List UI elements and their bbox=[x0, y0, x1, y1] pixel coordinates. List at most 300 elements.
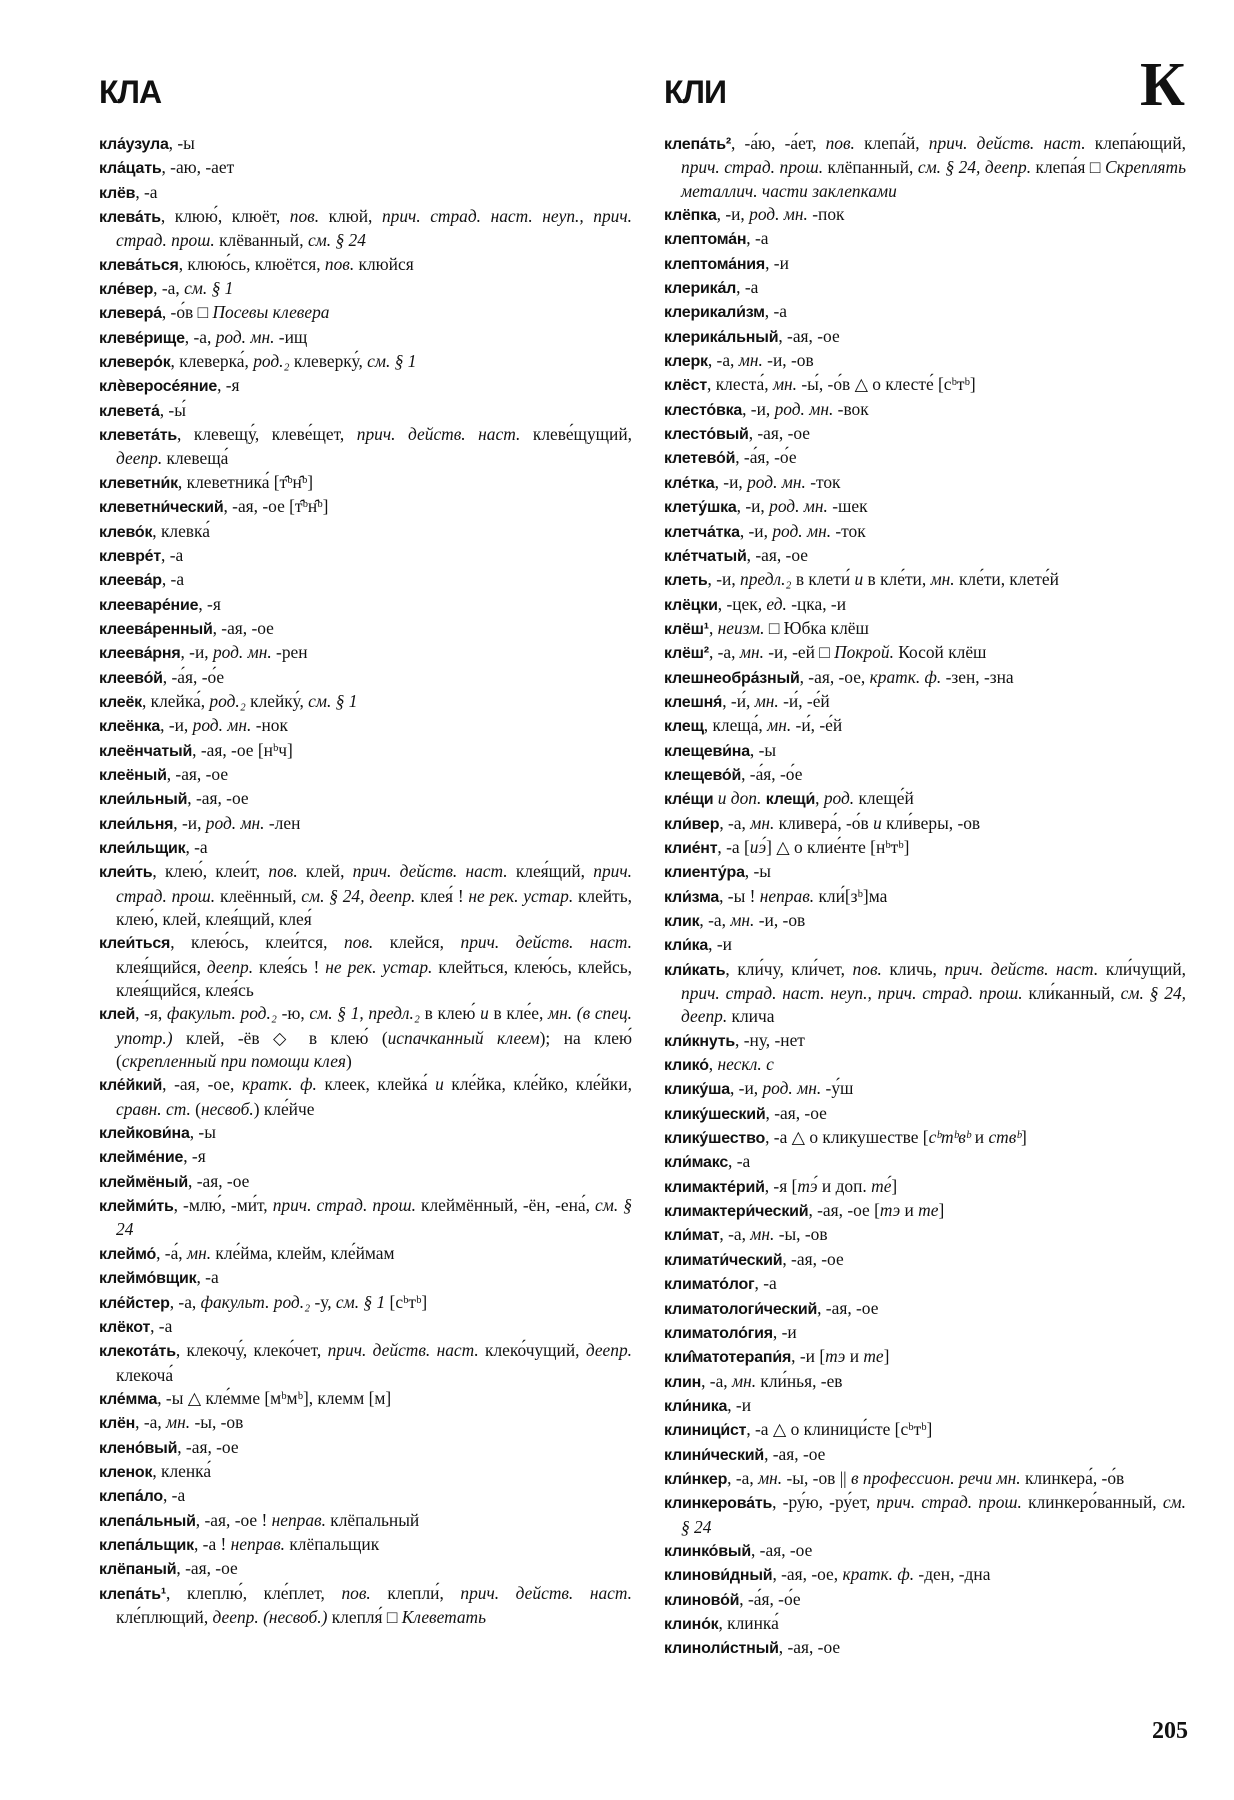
entry-text: , -ая, -ое bbox=[746, 544, 808, 565]
entry-text: -зен, -зна bbox=[941, 666, 1014, 687]
headword: клетево́й bbox=[664, 450, 736, 468]
headword: клён bbox=[99, 1415, 136, 1433]
running-head-left: КЛА bbox=[99, 74, 162, 110]
entry-text: , -а bbox=[754, 1273, 777, 1294]
dictionary-entry bbox=[664, 471, 1186, 495]
headword: клешнеобра́зный bbox=[664, 669, 800, 687]
entry-text: кличь, bbox=[881, 958, 945, 979]
dictionary-entry bbox=[99, 1411, 632, 1435]
dictionary-entry bbox=[99, 205, 632, 253]
headword: клеева́р bbox=[99, 572, 162, 590]
headword: клику́шеский bbox=[664, 1105, 766, 1123]
dictionary-entry bbox=[664, 763, 1186, 787]
entry-text: -нок bbox=[251, 715, 288, 736]
entry-text: -ы, -ов || bbox=[782, 1467, 852, 1488]
dictionary-entry bbox=[664, 422, 1186, 446]
grammar-note: род. мн. bbox=[762, 1078, 822, 1099]
entry-text: , -и, bbox=[707, 569, 741, 590]
headword: климати́ческий bbox=[664, 1251, 783, 1269]
dictionary-entry bbox=[99, 301, 632, 325]
grammar-note: прич. страд. наст. неуп., прич. страд. прош. bbox=[681, 983, 1023, 1004]
grammar-note: прич. действ. наст. bbox=[327, 1340, 479, 1361]
grammar-note: неправ. bbox=[271, 1509, 326, 1530]
grammar-note: неизм. bbox=[717, 617, 765, 638]
headword: кле́щи bbox=[664, 791, 714, 809]
dictionary-entry bbox=[664, 1199, 1186, 1223]
entry-text: кле́йка, кле́йко, кле́йки, bbox=[443, 1074, 633, 1095]
headword: клепа́льщик bbox=[99, 1536, 194, 1554]
dictionary-entry bbox=[664, 252, 1186, 276]
dictionary-entry bbox=[664, 1175, 1186, 1199]
headword: клещи́ bbox=[765, 791, 816, 809]
dictionary-entry bbox=[99, 617, 632, 641]
dictionary-entry bbox=[99, 423, 632, 471]
entry-text: , -ая, -ое, bbox=[162, 1074, 242, 1095]
headword: кленок bbox=[99, 1463, 153, 1481]
entry-text: клепа́й, bbox=[854, 133, 929, 153]
grammar-note: см. § 24, деепр. bbox=[917, 157, 1032, 178]
dictionary-entry bbox=[99, 1557, 632, 1581]
grammar-note: мн. bbox=[730, 910, 755, 930]
headword: клерика́л bbox=[664, 280, 737, 298]
entry-text: клеверку́, bbox=[289, 351, 368, 372]
entry-text: , -и [ bbox=[791, 1346, 826, 1367]
entry-text: кле́ти, клете́й bbox=[954, 569, 1059, 590]
grammar-note: см. § 1, предл.₂ bbox=[309, 1003, 420, 1024]
grammar-note: прич. страд. наст. неуп., прич. страд. прош. bbox=[116, 206, 632, 251]
headword: кли́нкер bbox=[664, 1470, 728, 1488]
entry-text: -лен bbox=[264, 812, 301, 833]
dictionary-entry bbox=[664, 860, 1186, 884]
entry-text: -пок bbox=[807, 204, 845, 225]
headword: клеймо́вщик bbox=[99, 1270, 197, 1288]
dictionary-entry bbox=[664, 495, 1186, 519]
dictionary-entry bbox=[664, 300, 1186, 324]
entry-text: , -ы bbox=[168, 133, 195, 153]
dictionary-entry bbox=[99, 132, 632, 156]
grammar-note: пов. bbox=[324, 253, 355, 274]
dictionary-entry bbox=[664, 203, 1186, 227]
dictionary-entry bbox=[664, 1248, 1186, 1272]
grammar-note: см. § 24 bbox=[307, 230, 366, 251]
entry-text: , -и, bbox=[173, 812, 206, 833]
entry-text: клинкера́, -о́в bbox=[1020, 1467, 1125, 1488]
entry-text: , -ы́ bbox=[159, 399, 186, 420]
entry-text: , bbox=[708, 617, 718, 638]
grammar-note: мн. bbox=[750, 1224, 775, 1245]
dictionary-entry bbox=[664, 325, 1186, 349]
entry-text: кли́нья, -ев bbox=[756, 1370, 843, 1391]
dictionary-entry bbox=[99, 471, 632, 495]
dictionary-entry bbox=[99, 1266, 632, 1290]
entry-text: клюйся bbox=[354, 253, 414, 274]
grammar-note: кратк. ф. bbox=[241, 1074, 317, 1095]
dictionary-entry bbox=[99, 1242, 632, 1266]
entry-text: , -и bbox=[727, 1394, 752, 1415]
dictionary-entry bbox=[664, 1539, 1186, 1563]
dictionary-entry bbox=[99, 1194, 632, 1242]
grammar-note: мн. bbox=[739, 642, 764, 663]
grammar-note: не рек. устар. bbox=[325, 956, 433, 977]
entry-text: , клеплю́, кле́плет, bbox=[166, 1582, 342, 1603]
dictionary-entry bbox=[664, 1321, 1186, 1345]
grammar-note: кратк. ф. bbox=[869, 666, 942, 687]
grammar-note: не рек. устар. bbox=[468, 885, 574, 906]
dictionary-entry bbox=[99, 277, 632, 301]
grammar-note: род.₂ bbox=[209, 690, 246, 711]
headword: климатологи́ческий bbox=[664, 1300, 818, 1318]
entry-text: , -и, bbox=[716, 204, 750, 225]
entry-text: , клевещу́, клеве́щет, bbox=[176, 424, 357, 445]
grammar-note: род. мн. bbox=[205, 812, 265, 833]
entry-text: -ы, -ов bbox=[190, 1412, 244, 1433]
dictionary-entry bbox=[664, 1418, 1186, 1442]
dictionary-entry bbox=[99, 763, 632, 787]
headword: кли́зма bbox=[664, 888, 720, 906]
dictionary-entry bbox=[99, 350, 632, 374]
headword: климакте́рий bbox=[664, 1178, 765, 1196]
entry-text: , -ы bbox=[744, 861, 771, 882]
dictionary-entry bbox=[664, 373, 1186, 397]
entry-text: , -а [ bbox=[717, 836, 750, 857]
dictionary-entry bbox=[664, 1150, 1186, 1174]
entry-text: -у́ш bbox=[821, 1078, 854, 1099]
entry-text: , -а, bbox=[727, 1467, 759, 1488]
entry-text: , -ая, -ое, bbox=[799, 666, 870, 687]
entry-text: , -млю́, -ми́т, bbox=[173, 1195, 273, 1216]
entry-text: , кли́чу, кли́чет, bbox=[725, 958, 853, 979]
dictionary-entry bbox=[99, 690, 632, 714]
dictionary-entry bbox=[664, 568, 1186, 592]
dictionary-entry bbox=[664, 1443, 1186, 1467]
entry-text: , -ая, -ое bbox=[782, 1248, 844, 1269]
entry-text: , -ая, -ое [т̑ᵇн̑ᵇ] bbox=[223, 496, 329, 517]
headword: клеветни́ческий bbox=[99, 499, 224, 517]
headword: клесто́вый bbox=[664, 426, 749, 444]
headword: клерикали́зм bbox=[664, 304, 765, 322]
dictionary-entry bbox=[99, 1387, 632, 1411]
entry-text: клевеща́ bbox=[162, 448, 229, 469]
headword: клевре́т bbox=[99, 547, 161, 565]
entry-text: клёпальщик bbox=[285, 1533, 380, 1554]
headword: клеверо́к bbox=[99, 354, 171, 372]
headword: клиници́ст bbox=[664, 1422, 747, 1440]
headword: клеть bbox=[664, 572, 708, 590]
dictionary-entry bbox=[664, 1102, 1186, 1126]
headword: кле́йкий bbox=[99, 1077, 163, 1095]
entry-text: и bbox=[900, 1200, 919, 1221]
entry-text: , клею́, клеи́т, bbox=[152, 861, 269, 882]
entry-text: , -ая, -ое bbox=[176, 1558, 238, 1579]
entry-text: , -а́я, -о́е bbox=[735, 447, 797, 468]
entry-text: , -я bbox=[198, 593, 221, 614]
entry-text: , -и, bbox=[180, 642, 213, 663]
entry-text: ] bbox=[938, 1200, 945, 1221]
grammar-note: мн. bbox=[758, 1467, 783, 1488]
entry-text: , клеста́, bbox=[707, 374, 773, 395]
entry-text: , -ая, -ое bbox=[212, 617, 274, 638]
grammar-note: пов. bbox=[343, 932, 374, 953]
dictionary-entry bbox=[664, 1126, 1186, 1150]
headword: клерк bbox=[664, 353, 708, 371]
entry-text: ) bbox=[346, 1051, 352, 1072]
headword: кли́кнуть bbox=[664, 1032, 736, 1050]
headword: клиенту́ра bbox=[664, 864, 745, 882]
headword: клепа́льный bbox=[99, 1512, 196, 1530]
entry-text: клеек, клейка́ bbox=[316, 1074, 436, 1095]
headword: клинкерова́ть bbox=[664, 1495, 773, 1513]
entry-text: , клеверка́, bbox=[170, 351, 254, 372]
dictionary-entry bbox=[664, 812, 1186, 836]
entry-text: , -ая, -ое bbox=[188, 1170, 250, 1191]
headword: клин bbox=[664, 1373, 702, 1391]
entry-text: , -ая, -ое bbox=[187, 788, 249, 809]
grammar-note: и bbox=[435, 1074, 444, 1095]
entry-text: клекоча́ bbox=[116, 1364, 174, 1385]
grammar-note: род. мн. bbox=[774, 398, 834, 419]
dictionary-entry bbox=[99, 641, 632, 665]
headword: клеве́рище bbox=[99, 329, 185, 347]
entry-text: клей, -ёв ◇ в клею́ ( bbox=[172, 1027, 388, 1048]
entry-text: в кле́ти, bbox=[863, 569, 931, 590]
grammar-note: тэ bbox=[879, 1200, 901, 1221]
headword: климактери́ческий bbox=[664, 1203, 809, 1221]
entry-text: □ Юбка клёш bbox=[764, 617, 869, 638]
entry-text: ] △ о клие́нте [нᵇтᵇ] bbox=[766, 836, 910, 857]
grammar-note: Посевы клевера bbox=[212, 302, 330, 323]
dictionary-entry bbox=[99, 253, 632, 277]
entry-text: , кленка́ bbox=[152, 1460, 212, 1481]
headword: клёв bbox=[99, 184, 136, 202]
entry-text: , -а, bbox=[719, 1224, 751, 1245]
headword: кли́вер bbox=[664, 815, 720, 833]
grammar-note: ед. bbox=[766, 593, 787, 614]
entry-text: -у, bbox=[310, 1291, 336, 1312]
entry-text: , -а, bbox=[719, 812, 751, 833]
entry-text: , клею́сь, клеи́тся, bbox=[170, 932, 344, 953]
entry-text: ( bbox=[190, 1098, 201, 1119]
grammar-note: род. мн. bbox=[212, 642, 272, 663]
headword: клеёнка bbox=[99, 718, 161, 736]
headword: клёцки bbox=[664, 596, 718, 614]
grammar-note: нескл. с bbox=[717, 1054, 774, 1075]
grammar-note: род. мн. bbox=[749, 204, 808, 225]
grammar-note: род. мн. bbox=[769, 496, 828, 517]
headword: клёкот bbox=[99, 1318, 151, 1336]
headword: клеёнчатый bbox=[99, 742, 193, 760]
dictionary-entry bbox=[99, 666, 632, 690]
headword: клѐверосе́яние bbox=[99, 378, 218, 396]
entry-text: клейку́, bbox=[245, 690, 309, 711]
entry-text: , -ая, -ое bbox=[764, 1443, 826, 1464]
entry-text: , клинка́ bbox=[718, 1612, 779, 1633]
headword: кле́вер bbox=[99, 281, 154, 299]
entry-text: -ищ bbox=[274, 326, 308, 347]
grammar-note: прич. действ. наст. bbox=[460, 932, 633, 953]
dictionary-entry bbox=[664, 520, 1186, 544]
dictionary-entry bbox=[99, 1460, 632, 1484]
dictionary-entry bbox=[664, 933, 1186, 957]
entry-text: , -а, bbox=[708, 642, 740, 663]
entry-text: , -а́я, -о́е bbox=[739, 1588, 801, 1609]
headword: клещ bbox=[664, 718, 704, 736]
headword: клеева́ренный bbox=[99, 620, 213, 638]
headword: клеймо́ bbox=[99, 1245, 157, 1263]
grammar-note: мн. bbox=[731, 1370, 757, 1391]
entry-text: клеще́й bbox=[854, 788, 914, 809]
entry-text: , -а́я, -о́е bbox=[741, 763, 803, 784]
grammar-note: мн. bbox=[930, 569, 955, 590]
entry-text: , -ая, -ое bbox=[778, 1637, 841, 1658]
entry-text: клича bbox=[727, 1006, 775, 1027]
headword: клещеви́на bbox=[664, 742, 750, 760]
entry-text: и bbox=[970, 1127, 989, 1148]
headword: клерика́льный bbox=[664, 328, 779, 346]
dictionary-entry bbox=[664, 544, 1186, 568]
entry-text: клинкеро́ванный, bbox=[1021, 1492, 1163, 1513]
headword: клетча́тка bbox=[664, 523, 740, 541]
grammar-note: Скреплять металлич. части заклепками bbox=[681, 157, 1186, 201]
entry-text: в клети́ bbox=[791, 569, 855, 590]
grammar-note: тэ bbox=[825, 1346, 846, 1367]
entry-text: , -я [ bbox=[764, 1175, 798, 1196]
grammar-note: род. мн. bbox=[192, 715, 252, 736]
headword: клеево́й bbox=[99, 669, 163, 687]
grammar-note: деепр. bbox=[116, 448, 163, 469]
dictionary-entry bbox=[99, 1002, 632, 1073]
dictionary-entry bbox=[99, 1484, 632, 1508]
dictionary-entry bbox=[664, 1077, 1186, 1101]
grammar-note: пов. bbox=[268, 861, 298, 882]
headword: клептома́ния bbox=[664, 255, 766, 273]
entry-text: и доп. bbox=[817, 1175, 872, 1196]
headword: клинови́дный bbox=[664, 1567, 773, 1585]
headword: клиново́й bbox=[664, 1591, 740, 1609]
entry-text: , -а bbox=[728, 1151, 751, 1172]
dictionary-entry bbox=[664, 1491, 1186, 1539]
headword: клиноли́стный bbox=[664, 1640, 779, 1658]
headword: клейкови́на bbox=[99, 1125, 190, 1143]
entry-text: клепли́, bbox=[370, 1582, 461, 1603]
dictionary-entry bbox=[664, 1612, 1186, 1636]
entry-text: , -а bbox=[162, 1485, 186, 1506]
dictionary-entry bbox=[664, 958, 1186, 1029]
entry-text: , -я bbox=[217, 375, 240, 396]
entry-text: , -а bbox=[161, 569, 185, 590]
grammar-note: см. § 24 bbox=[116, 1195, 632, 1240]
dictionary-entry bbox=[99, 836, 632, 860]
headword: кле́тка bbox=[664, 474, 715, 492]
grammar-note: скрепленный при помощи клея bbox=[121, 1051, 346, 1072]
dictionary-entry bbox=[99, 1291, 632, 1315]
dictionary-entry bbox=[99, 374, 632, 398]
entry-text: клея́щий, bbox=[507, 861, 594, 882]
running-head-right: КЛИ bbox=[664, 74, 726, 110]
entry-text: -ю, bbox=[276, 1003, 310, 1024]
grammar-note: пов. bbox=[341, 1582, 371, 1603]
entry-text: , -а, bbox=[707, 350, 739, 371]
entry-text: в клею́ bbox=[419, 1003, 481, 1024]
entry-text: клейть, клею́, клей, клея́щий, клея́ bbox=[116, 885, 632, 929]
dictionary-entry bbox=[99, 326, 632, 350]
entry-text: , -а bbox=[196, 1267, 219, 1288]
headword: клеветни́к bbox=[99, 474, 178, 492]
entry-text: ] bbox=[883, 1346, 890, 1367]
headword: клеи́ться bbox=[99, 935, 171, 953]
headword: клещево́й bbox=[664, 766, 742, 784]
entry-text: , -ну, -нет bbox=[735, 1029, 805, 1050]
dictionary-entry bbox=[664, 446, 1186, 470]
entry-text: кле́йма, клейм, кле́ймам bbox=[211, 1242, 395, 1263]
grammar-note: и bbox=[854, 569, 864, 590]
grammar-note: прич. страд. прош. bbox=[116, 861, 632, 906]
dictionary-entry bbox=[664, 1370, 1186, 1394]
entry-text: , -ы ! bbox=[719, 885, 760, 906]
dictionary-entry bbox=[99, 1436, 632, 1460]
grammar-note: род.₂ bbox=[253, 351, 290, 372]
grammar-note: несвоб. bbox=[200, 1098, 254, 1119]
dictionary-entry bbox=[99, 1509, 632, 1533]
entry-text: , клекочу́, клеко́чет, bbox=[175, 1340, 328, 1361]
headword: клешня́ bbox=[664, 693, 723, 711]
grammar-note: факульт. род.₂ bbox=[167, 1003, 277, 1024]
entry-text: , -ая, -ое bbox=[750, 1539, 813, 1560]
headword: клеи́льный bbox=[99, 791, 188, 809]
headword: клено́вый bbox=[99, 1439, 178, 1457]
headword: клино́к bbox=[664, 1615, 719, 1633]
headword: кли̂матотерапи́я bbox=[664, 1349, 792, 1367]
grammar-note: род. bbox=[823, 788, 855, 809]
grammar-note: прич. действ. наст. bbox=[356, 424, 521, 445]
grammar-note: Покрой. bbox=[834, 642, 894, 663]
entry-text: , -и́, bbox=[722, 690, 755, 711]
entry-text: кле́плющий, bbox=[116, 1606, 213, 1627]
entry-text: , -ая, -ое bbox=[765, 1102, 827, 1123]
grammar-note: см. § 1 bbox=[308, 690, 358, 711]
dictionary-entry bbox=[664, 593, 1186, 617]
dictionary-entry bbox=[664, 1029, 1186, 1053]
entry-text: , -а bbox=[185, 836, 208, 857]
headword: клевета́ bbox=[99, 402, 160, 420]
grammar-note: неправ. bbox=[759, 885, 815, 906]
dictionary-entry bbox=[99, 495, 632, 519]
headword: клеи́льня bbox=[99, 815, 174, 833]
headword: клево́к bbox=[99, 523, 153, 541]
headword: клеёк bbox=[99, 693, 142, 711]
grammar-note: деепр. bbox=[585, 1340, 633, 1361]
entry-text: -и́, -е́й bbox=[778, 690, 830, 711]
dictionary-entry bbox=[664, 739, 1186, 763]
entry-text: кли́канный, bbox=[1022, 983, 1121, 1004]
dictionary-entry bbox=[664, 641, 1186, 665]
headword: кли́кать bbox=[664, 961, 726, 979]
entry-text: , -ая, -ое [ bbox=[808, 1200, 880, 1221]
entry-text: , клейка́, bbox=[141, 690, 210, 711]
headword: клико́ bbox=[664, 1057, 709, 1075]
entry-text: -и, -ей □ bbox=[763, 642, 835, 663]
headword: клепа́ло bbox=[99, 1488, 163, 1506]
dictionary-entry bbox=[664, 1297, 1186, 1321]
dictionary-entry bbox=[664, 617, 1186, 641]
headword: климато́лог bbox=[664, 1276, 755, 1294]
grammar-note: прич. действ. наст. bbox=[460, 1582, 632, 1603]
entry-text: , -ая, -ое bbox=[177, 1436, 239, 1457]
dictionary-entry bbox=[99, 1170, 632, 1194]
entry-text: -ы, -ов bbox=[774, 1224, 828, 1245]
entry-text: , -а bbox=[746, 228, 769, 249]
entry-text: клеймённый, -ён, -ена́, bbox=[415, 1195, 596, 1216]
grammar-note: мн. bbox=[754, 690, 779, 711]
